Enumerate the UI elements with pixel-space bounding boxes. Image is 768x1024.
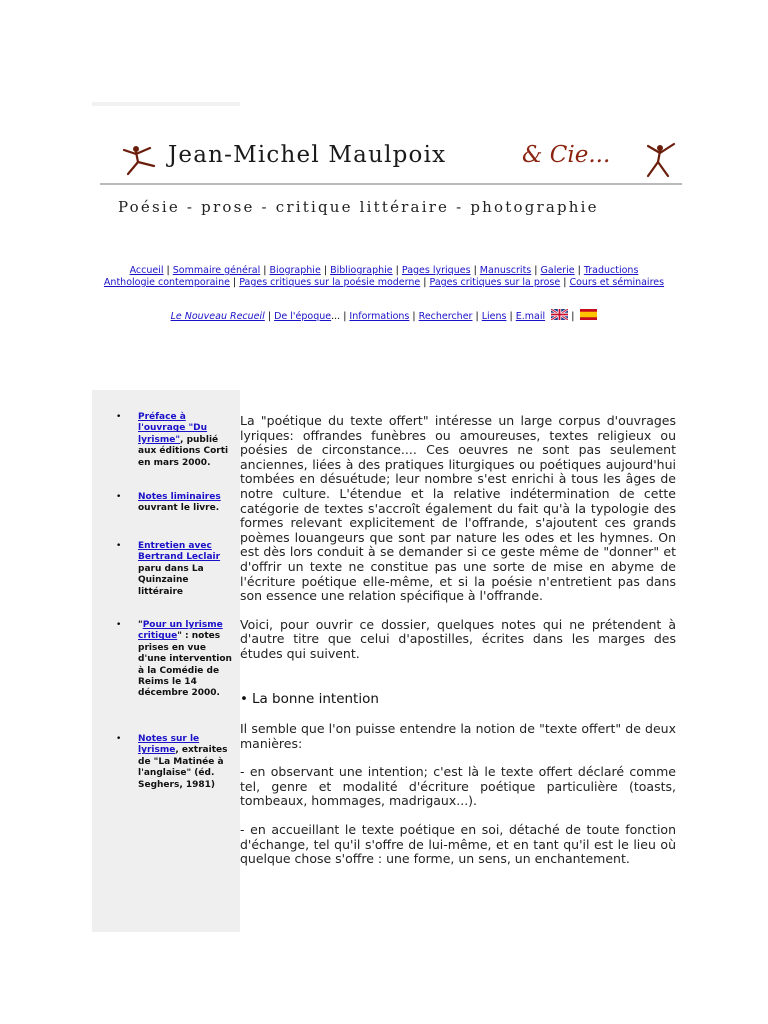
nav-critiques-prose[interactable]: Pages critiques sur la prose xyxy=(429,277,561,288)
spain-flag-icon[interactable] xyxy=(580,309,597,320)
nav-row-3: Le Nouveau Recueil | De l'époque... | Informations | Rechercher | Liens | E.mail | xyxy=(92,309,676,322)
paragraph-accueil: - en accueillant le texte poétique en soi, détaché de toute fonction d'échange, tel qu'il s'offre de lui-même, et en tant qu'il est le lieu où quelque chose s'offre : une forme, un sens, un enchantement. xyxy=(240,822,676,867)
top-strip xyxy=(92,102,240,106)
bullet: • xyxy=(116,541,122,551)
paragraph-notion: Il semble que l'on puisse entendre la notion de "texte offert" de deux manières: xyxy=(240,721,676,751)
nav-liens[interactable]: Liens xyxy=(481,311,507,322)
paragraph-intention: - en observant une intention; c'est là le texte offert déclaré comme tel, genre et modalité d'écriture poétique particulière (toasts, tombeaux, hommages, madrigaux...). xyxy=(240,764,676,809)
bullet: • xyxy=(116,492,122,502)
nav-critiques-poesie[interactable]: Pages critiques sur la poésie moderne xyxy=(239,277,421,288)
heading-text: La bonne intention xyxy=(251,690,379,707)
nav-galerie[interactable]: Galerie xyxy=(540,265,575,276)
section-heading xyxy=(240,692,676,707)
link-entretien[interactable]: Entretien avec Bertrand Leclair xyxy=(138,541,221,563)
link-notes-liminaires[interactable]: Notes liminaires xyxy=(138,492,221,502)
sidebar: • Préface à l'ouvrage "Du lyrisme", publié aux éditions Corti en mars 2000. • Notes liminaires ouvrant le livre. • Entretien avec Bertrand Leclair paru dans La Quinzaine littéraire • "Pour un lyrisme critique" : notes prises en vue d'une intervention à la Comédie de Reims le 14 décembre 2000. • Notes sur le lyrisme, extraites de "La Matinée à l'anglaise" (éd. Seghers, 1981) xyxy=(92,390,240,932)
nav-manuscrits[interactable]: Manuscrits xyxy=(479,265,532,276)
nav-traductions[interactable]: Traductions xyxy=(583,265,639,276)
nav-biographie[interactable]: Biographie xyxy=(269,265,321,276)
tagline: Poésie - prose - critique littéraire - photographie xyxy=(118,198,599,216)
bullet: • xyxy=(116,412,122,422)
heading-bullet: • xyxy=(240,690,248,707)
dancer-left-icon xyxy=(116,140,162,180)
nav-row-1: Accueil | Sommaire général | Biographie | Bibliographie | Pages lyriques | Manuscrits | Galerie | Traductions xyxy=(129,265,639,276)
banner-rule xyxy=(100,183,682,185)
paragraph-intro: La "poétique du texte offert" intéresse un large corpus d'ouvrages lyriques: offrandes funèbres ou amoureuses, textes religieux ou poésies de circonstance.... Ces oeuvres ne sont pas seulement anciennes, liées à des pratiques liturgiques ou poétiques aujourd'hui tombées en désuétude; leur nombre s'est enrichi à tous les âges de notre culture. L'étendue et la relative indétermination de cette catégorie de textes s'accroît également du fait qu'à la typologie des formes relevant explicitement de l'offrande, s'ajoutent ces grands poèmes louangeurs que sont par nature les odes et les hymnes. On est dès lors conduit à se demander si ce geste même de "donner" et d'offrir un texte ne constitue pas une sorte de mise en abyme de l'écriture poétique elle-même, et si la poésie n'entretient pas dans son essence une relation spécifique à l'offrande. xyxy=(240,413,676,604)
dancer-right-icon xyxy=(634,140,680,180)
nav-epoque[interactable]: De l'époque xyxy=(274,311,332,322)
nav-sommaire[interactable]: Sommaire général xyxy=(172,265,261,276)
nav-accueil[interactable]: Accueil xyxy=(129,265,164,276)
paragraph-dossier: Voici, pour ouvrir ce dossier, quelques notes qui ne prétendent à d'autre titre que celui d'apostilles, écrites dans les marges des études qui suivent. xyxy=(240,616,676,661)
link-notes-lyrisme[interactable]: Notes sur le lyrisme xyxy=(138,734,200,756)
nav-bibliographie[interactable]: Bibliographie xyxy=(330,265,393,276)
nav-anthologie[interactable]: Anthologie contemporaine xyxy=(103,277,230,288)
link-preface[interactable]: Préface à l'ouvrage "Du lyrisme" xyxy=(138,412,208,445)
bullet: • xyxy=(116,620,122,630)
nav-pages-lyriques[interactable]: Pages lyriques xyxy=(401,265,471,276)
uk-flag-icon[interactable] xyxy=(551,309,568,320)
site-banner xyxy=(100,138,682,188)
nav-nouveau-recueil[interactable]: Le Nouveau Recueil xyxy=(170,311,265,322)
link-pour-un-lyrisme[interactable]: Pour un lyrisme critique xyxy=(138,620,223,642)
nav-email[interactable]: E.mail xyxy=(515,311,546,322)
nav-cours[interactable]: Cours et séminaires xyxy=(569,277,665,288)
site-name-suffix: & Cie... xyxy=(522,142,611,168)
main-content xyxy=(240,414,676,881)
bullet: • xyxy=(116,734,122,744)
nav-informations[interactable]: Informations xyxy=(349,311,410,322)
nav-rechercher[interactable]: Rechercher xyxy=(418,311,473,322)
site-name: Jean-Michel Maulpoix xyxy=(168,142,447,168)
nav-row-2: Anthologie contemporaine | Pages critiques sur la poésie moderne | Pages critiques sur la prose | Cours et séminaires xyxy=(103,277,665,288)
